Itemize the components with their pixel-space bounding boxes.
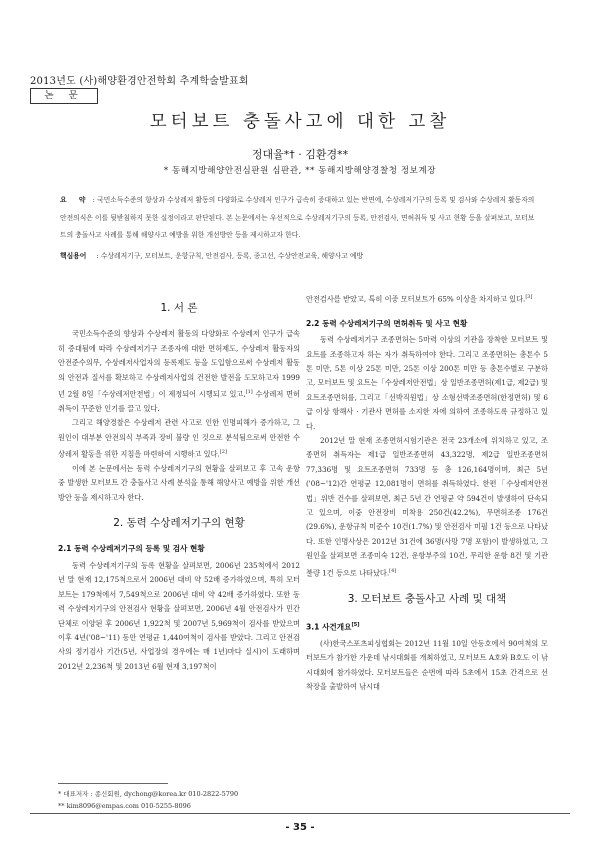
paragraph: 안전검사를 받았고, 특히 이중 모터보트가 65% 이상을 차지하고 있다.[3] bbox=[306, 294, 533, 304]
paragraph: 동력 수상레저기구의 등록 현황을 살펴보면, 2006년 235척에서 2012년 말 현재 12,175척으로서 2006년 대비 약 52배 증가하였으며, 특히 모터보트는 179척에서 7,549척으로 2006년 대비 약 42배 증가하였다. 또한 동력 수상레저기구의 안전검사 현황을 살펴보면, 2006년 4월 안전검사가 민간단체로 이양된 후 2006년 1,922척 및 2007년 5,969척이 검사를 받았으며 이후 4년('08~'11) 동안 연평균 1,440여척이 검사를 받았다. 그리고 안전검사의 정기검사 기간(5년, 사업장의 경우에는 매 1년)마다 실시)이 도래하며 2012년 2,236척 및 2013년 6월 현재 3,197척이 bbox=[58, 560, 300, 671]
citation: [2] bbox=[219, 449, 227, 456]
right-column bbox=[306, 290, 548, 694]
paragraph: 동력 수상레저기구 조종면허는 5마력 이상의 기관을 장착한 모터보트 및 요트를 조종하고자 하는 자가 취득하여야 한다. 그리고 조종면허는 총톤수 5톤 미만, 5톤 이상 25톤 미만, 25톤 이상 200톤 미만 등 총톤수별로 구분하고, 모터보트 및 요트는「수상레저안전법」상 일반조종면허(제1급, 제2급) 및 요트조종면허를, 그리고「선박직원법」상 소형선박조종면허(한정면허) 및 6급 이상 항해사 · 기관사 면허를 소지한 자에 의하여 조종하도록 규정하고 있다. bbox=[306, 335, 548, 431]
paper-title: 모터보트 충돌사고에 대한 고찰 bbox=[149, 112, 451, 132]
abstract-label: 요 약 bbox=[60, 196, 91, 204]
affiliations: * 동해지방해양안전심판원 심판관, ** 동해지방해양경찰청 정보계장 bbox=[163, 166, 437, 176]
subsection-heading: 2.1 동력 수상레저기구의 등록 및 검사 현황 bbox=[58, 544, 205, 554]
keywords-label: 핵심용어 bbox=[60, 252, 87, 260]
page-number: - 35 - bbox=[285, 822, 315, 833]
footnote-divider bbox=[58, 783, 168, 784]
paragraph: 2012년 말 현재 조종면허시험기관은 전국 23개소에 위치하고 있고, 조종면허 취득자는 제1급 일반조종면허 43,322명, 제2급 일반조종면허 77,336명 및 요트조종면허 733명 등 총 126,164명이며, 최근 5년('08~'12)간 연평균 12,081명이 면허를 취득하였다. 한편「수상레저안전법」위반 건수를 살펴보면, 최근 5년 간 연평균 약 594건이 발생하여 단속되고 있으며, 이중 안전장비 미착용 250건(42.2%), 무면허조종 176건(29.6%), 운항규칙 미준수 10건(1.7%) 및 안전검사 미필 1건 등으로 나타났다. 또한 인명사상은 2012년 31건에 36명(사망 7명 포함)이 발생하였고, 그 원인을 살펴보면 조종미숙 12건, 운항부주의 10건, 무리한 운항 8건 및 기관불량 1건 등으로 나타났다.[4] bbox=[306, 436, 548, 578]
citation: [1] bbox=[245, 389, 253, 396]
citation: [4] bbox=[389, 567, 397, 574]
footnotes bbox=[58, 788, 300, 812]
subsection-heading: 2.2 동력 수상레저기구의 면허취득 및 사고 현황 bbox=[306, 318, 468, 328]
keywords bbox=[60, 250, 540, 260]
abstract bbox=[60, 192, 540, 245]
section-heading-status: 2. 동력 수상레저기구의 현황 bbox=[113, 517, 245, 530]
paragraph: 국민소득수준의 향상과 수상레저 활동의 다양화로 수상레저 인구가 급속히 증대됨에 따라 수상레저기구 조종자에 대한 면허제도, 수상레저 활동자의 안전준수의무, 수상레저사업자의 등록제도 등을 도입함으로써 수상레저 활동의 안전과 질서를 확보하고 수상레저사업의 건전한 발전을 도모하고자 1999년 2월 8일「수상레저안전법」이 제정되어 시행되고 있고,[1] 수상레저 면허 취득이 꾸준한 인기를 끌고 있다. bbox=[58, 329, 300, 413]
authors: 정대율*† · 김환경** bbox=[251, 148, 349, 161]
footnote: * 대표저자 : 종신회원, dychong@korea.kr 010-2822-5790 bbox=[58, 790, 239, 798]
citation: [5] bbox=[351, 621, 360, 628]
section-heading-introduction: 1. 서 론 bbox=[160, 302, 198, 314]
paragraph: (사)한국스포츠피싱협회는 2012년 11월 10일 안동호에서 90여척의 모터보트가 참가한 가운데 낚시대회를 개최하였고, 모터보트 A호와 B호도 이 낚시대회에 참가하였다. 모터보트들은 순번에 따라 5초에서 15초 간격으로 선착장을 출발하여 낚시대 bbox=[306, 638, 548, 692]
abstract-text: : 국민소득수준의 향상과 수상레저 활동의 다양화로 수상레저 인구가 급속히 증대하고 있는 반면에, 수상레저기구의 등록 및 검사와 수상레저 활동자의 안전의식은 이를 뒷받침하지 못한 실정이라고 판단된다. 본 논문에서는 우선적으로 수상레저기구의 등록, 안전검사, 면허취득 및 사고 현황 등을 살펴보고, 모터보트의 충돌사고 사례를 통해 해양사고 예방을 위한 개선방안 등을 제시하고자 한다. bbox=[60, 196, 535, 239]
footnote: ** kim8096@empas.com 010-5255-8096 bbox=[58, 802, 191, 810]
keywords-text: : 수상레저기구, 모터보트, 운항규칙, 안전검사, 등록, 종고선, 수상안전교육, 해양사고 예방 bbox=[96, 252, 364, 260]
paragraph: 이에 본 논문에서는 동력 수상레저기구의 현황을 살펴보고 후 고속 운항 중 발생한 모터보트 간 충돌사고 사례 분석을 통해 해양사고 예방을 위한 개선방안 등을 제시하고자 한다. bbox=[58, 463, 300, 502]
paper-type-label: 논 문 bbox=[30, 88, 98, 104]
page-divider bbox=[30, 813, 570, 814]
section-heading-case: 3. 모터보트 충돌사고 사례 및 대책 bbox=[347, 592, 507, 605]
left-column bbox=[58, 290, 300, 674]
conference-header: 2013년도 (사)해양환경안전학회 추계학술발표회 bbox=[30, 76, 249, 87]
citation: [3] bbox=[525, 294, 533, 300]
paragraph: 그리고 해양경찰은 수상레저 관련 사고로 인한 인명피해가 증가하고, 그 원인이 대부분 안전의식 부족과 장비 불량 인 것으로 분석됨으로써 안전한 수상레저 활동을 위한 지침을 마련하여 시행하고 있다.[2] bbox=[58, 418, 300, 459]
subsection-heading: 3.1 사건개요[5] bbox=[306, 621, 360, 632]
